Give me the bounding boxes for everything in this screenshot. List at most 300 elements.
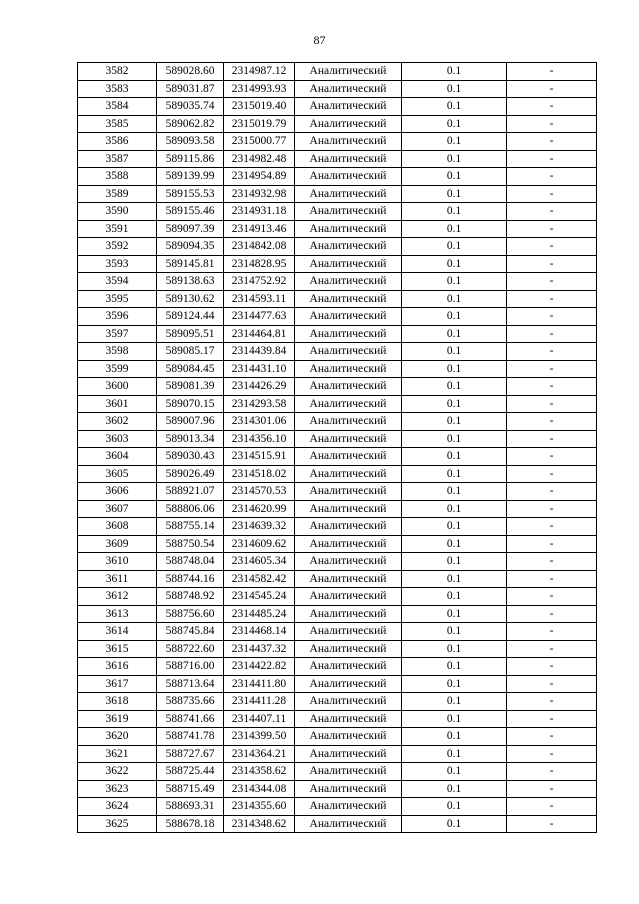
y-coordinate-cell: 2314431.10 xyxy=(224,360,295,378)
y-coordinate-cell: 2314593.11 xyxy=(224,290,295,308)
method-cell: Аналитический xyxy=(295,728,402,746)
y-coordinate-cell: 2314620.99 xyxy=(224,500,295,518)
x-coordinate-cell: 589062.82 xyxy=(157,115,224,133)
method-cell: Аналитический xyxy=(295,168,402,186)
note-cell: - xyxy=(507,150,597,168)
y-coordinate-cell: 2314752.92 xyxy=(224,273,295,291)
table-row xyxy=(78,623,597,641)
y-coordinate-cell: 2314993.93 xyxy=(224,80,295,98)
accuracy-cell: 0.1 xyxy=(402,518,507,536)
accuracy-cell: 0.1 xyxy=(402,605,507,623)
note-cell: - xyxy=(507,570,597,588)
point-number-cell: 3611 xyxy=(78,570,157,588)
accuracy-cell: 0.1 xyxy=(402,255,507,273)
accuracy-cell: 0.1 xyxy=(402,693,507,711)
method-cell: Аналитический xyxy=(295,518,402,536)
method-cell: Аналитический xyxy=(295,395,402,413)
point-number-cell: 3622 xyxy=(78,763,157,781)
accuracy-cell: 0.1 xyxy=(402,115,507,133)
table-row xyxy=(78,80,597,98)
method-cell: Аналитический xyxy=(295,605,402,623)
note-cell: - xyxy=(507,378,597,396)
method-cell: Аналитический xyxy=(295,80,402,98)
x-coordinate-cell: 589115.86 xyxy=(157,150,224,168)
y-coordinate-cell: 2314828.95 xyxy=(224,255,295,273)
y-coordinate-cell: 2314439.84 xyxy=(224,343,295,361)
point-number-cell: 3596 xyxy=(78,308,157,326)
x-coordinate-cell: 588741.78 xyxy=(157,728,224,746)
note-cell: - xyxy=(507,255,597,273)
table-row xyxy=(78,798,597,816)
note-cell: - xyxy=(507,710,597,728)
y-coordinate-cell: 2314605.34 xyxy=(224,553,295,571)
point-number-cell: 3587 xyxy=(78,150,157,168)
point-number-cell: 3595 xyxy=(78,290,157,308)
note-cell: - xyxy=(507,745,597,763)
y-coordinate-cell: 2314355.60 xyxy=(224,798,295,816)
point-number-cell: 3603 xyxy=(78,430,157,448)
note-cell: - xyxy=(507,553,597,571)
accuracy-cell: 0.1 xyxy=(402,623,507,641)
note-cell: - xyxy=(507,238,597,256)
point-number-cell: 3591 xyxy=(78,220,157,238)
point-number-cell: 3619 xyxy=(78,710,157,728)
table-row xyxy=(78,448,597,466)
y-coordinate-cell: 2314842.08 xyxy=(224,238,295,256)
method-cell: Аналитический xyxy=(295,185,402,203)
note-cell: - xyxy=(507,325,597,343)
method-cell: Аналитический xyxy=(295,553,402,571)
y-coordinate-cell: 2314399.50 xyxy=(224,728,295,746)
x-coordinate-cell: 589081.39 xyxy=(157,378,224,396)
point-number-cell: 3585 xyxy=(78,115,157,133)
method-cell: Аналитический xyxy=(295,675,402,693)
y-coordinate-cell: 2314987.12 xyxy=(224,63,295,81)
table-row xyxy=(78,570,597,588)
x-coordinate-cell: 589138.63 xyxy=(157,273,224,291)
x-coordinate-cell: 589084.45 xyxy=(157,360,224,378)
accuracy-cell: 0.1 xyxy=(402,780,507,798)
x-coordinate-cell: 588756.60 xyxy=(157,605,224,623)
method-cell: Аналитический xyxy=(295,623,402,641)
point-number-cell: 3614 xyxy=(78,623,157,641)
table-row xyxy=(78,710,597,728)
y-coordinate-cell: 2314477.63 xyxy=(224,308,295,326)
point-number-cell: 3620 xyxy=(78,728,157,746)
y-coordinate-cell: 2314954.89 xyxy=(224,168,295,186)
note-cell: - xyxy=(507,133,597,151)
table-row xyxy=(78,308,597,326)
point-number-cell: 3616 xyxy=(78,658,157,676)
y-coordinate-cell: 2314609.62 xyxy=(224,535,295,553)
x-coordinate-cell: 589145.81 xyxy=(157,255,224,273)
table-row xyxy=(78,815,597,833)
y-coordinate-cell: 2314411.28 xyxy=(224,693,295,711)
y-coordinate-cell: 2314515.91 xyxy=(224,448,295,466)
table-row xyxy=(78,763,597,781)
method-cell: Аналитический xyxy=(295,710,402,728)
method-cell: Аналитический xyxy=(295,430,402,448)
method-cell: Аналитический xyxy=(295,500,402,518)
y-coordinate-cell: 2314582.42 xyxy=(224,570,295,588)
x-coordinate-cell: 589085.17 xyxy=(157,343,224,361)
method-cell: Аналитический xyxy=(295,308,402,326)
table-row xyxy=(78,588,597,606)
accuracy-cell: 0.1 xyxy=(402,150,507,168)
x-coordinate-cell: 589031.87 xyxy=(157,80,224,98)
y-coordinate-cell: 2314411.80 xyxy=(224,675,295,693)
y-coordinate-cell: 2314518.02 xyxy=(224,465,295,483)
note-cell: - xyxy=(507,780,597,798)
table-row xyxy=(78,640,597,658)
table-row xyxy=(78,150,597,168)
accuracy-cell: 0.1 xyxy=(402,395,507,413)
table-row xyxy=(78,273,597,291)
note-cell: - xyxy=(507,500,597,518)
x-coordinate-cell: 589097.39 xyxy=(157,220,224,238)
accuracy-cell: 0.1 xyxy=(402,658,507,676)
point-number-cell: 3607 xyxy=(78,500,157,518)
y-coordinate-cell: 2315019.79 xyxy=(224,115,295,133)
x-coordinate-cell: 588745.84 xyxy=(157,623,224,641)
point-number-cell: 3583 xyxy=(78,80,157,98)
point-number-cell: 3606 xyxy=(78,483,157,501)
accuracy-cell: 0.1 xyxy=(402,448,507,466)
y-coordinate-cell: 2314931.18 xyxy=(224,203,295,221)
point-number-cell: 3594 xyxy=(78,273,157,291)
y-coordinate-cell: 2314545.24 xyxy=(224,588,295,606)
table-row xyxy=(78,325,597,343)
y-coordinate-cell: 2314932.98 xyxy=(224,185,295,203)
table-row xyxy=(78,98,597,116)
method-cell: Аналитический xyxy=(295,640,402,658)
method-cell: Аналитический xyxy=(295,570,402,588)
note-cell: - xyxy=(507,728,597,746)
y-coordinate-cell: 2314358.62 xyxy=(224,763,295,781)
table-row xyxy=(78,535,597,553)
note-cell: - xyxy=(507,465,597,483)
y-coordinate-cell: 2314426.29 xyxy=(224,378,295,396)
point-number-cell: 3617 xyxy=(78,675,157,693)
x-coordinate-cell: 588713.64 xyxy=(157,675,224,693)
note-cell: - xyxy=(507,360,597,378)
table-row xyxy=(78,675,597,693)
accuracy-cell: 0.1 xyxy=(402,63,507,81)
table-row xyxy=(78,395,597,413)
method-cell: Аналитический xyxy=(295,133,402,151)
accuracy-cell: 0.1 xyxy=(402,220,507,238)
method-cell: Аналитический xyxy=(295,343,402,361)
note-cell: - xyxy=(507,203,597,221)
note-cell: - xyxy=(507,640,597,658)
note-cell: - xyxy=(507,115,597,133)
accuracy-cell: 0.1 xyxy=(402,238,507,256)
y-coordinate-cell: 2314407.11 xyxy=(224,710,295,728)
point-number-cell: 3624 xyxy=(78,798,157,816)
table-row xyxy=(78,553,597,571)
method-cell: Аналитический xyxy=(295,203,402,221)
note-cell: - xyxy=(507,290,597,308)
x-coordinate-cell: 589013.34 xyxy=(157,430,224,448)
point-number-cell: 3597 xyxy=(78,325,157,343)
y-coordinate-cell: 2314437.32 xyxy=(224,640,295,658)
table-row xyxy=(78,220,597,238)
x-coordinate-cell: 588741.66 xyxy=(157,710,224,728)
y-coordinate-cell: 2315019.40 xyxy=(224,98,295,116)
accuracy-cell: 0.1 xyxy=(402,798,507,816)
x-coordinate-cell: 588921.07 xyxy=(157,483,224,501)
table-row xyxy=(78,658,597,676)
x-coordinate-cell: 589095.51 xyxy=(157,325,224,343)
x-coordinate-cell: 589124.44 xyxy=(157,308,224,326)
note-cell: - xyxy=(507,220,597,238)
point-number-cell: 3586 xyxy=(78,133,157,151)
y-coordinate-cell: 2314293.58 xyxy=(224,395,295,413)
y-coordinate-cell: 2314982.48 xyxy=(224,150,295,168)
accuracy-cell: 0.1 xyxy=(402,815,507,833)
x-coordinate-cell: 588716.00 xyxy=(157,658,224,676)
method-cell: Аналитический xyxy=(295,763,402,781)
y-coordinate-cell: 2314344.08 xyxy=(224,780,295,798)
table-row xyxy=(78,168,597,186)
x-coordinate-cell: 588744.16 xyxy=(157,570,224,588)
note-cell: - xyxy=(507,413,597,431)
note-cell: - xyxy=(507,588,597,606)
note-cell: - xyxy=(507,308,597,326)
point-number-cell: 3621 xyxy=(78,745,157,763)
x-coordinate-cell: 589094.35 xyxy=(157,238,224,256)
x-coordinate-cell: 588722.60 xyxy=(157,640,224,658)
point-number-cell: 3625 xyxy=(78,815,157,833)
y-coordinate-cell: 2314468.14 xyxy=(224,623,295,641)
point-number-cell: 3600 xyxy=(78,378,157,396)
note-cell: - xyxy=(507,658,597,676)
y-coordinate-cell: 2314485.24 xyxy=(224,605,295,623)
y-coordinate-cell: 2314639.32 xyxy=(224,518,295,536)
table-row xyxy=(78,518,597,536)
point-number-cell: 3610 xyxy=(78,553,157,571)
point-number-cell: 3588 xyxy=(78,168,157,186)
accuracy-cell: 0.1 xyxy=(402,553,507,571)
method-cell: Аналитический xyxy=(295,290,402,308)
x-coordinate-cell: 588755.14 xyxy=(157,518,224,536)
method-cell: Аналитический xyxy=(295,535,402,553)
table-row xyxy=(78,605,597,623)
table-row xyxy=(78,745,597,763)
method-cell: Аналитический xyxy=(295,360,402,378)
method-cell: Аналитический xyxy=(295,693,402,711)
x-coordinate-cell: 588693.31 xyxy=(157,798,224,816)
accuracy-cell: 0.1 xyxy=(402,710,507,728)
accuracy-cell: 0.1 xyxy=(402,290,507,308)
accuracy-cell: 0.1 xyxy=(402,80,507,98)
y-coordinate-cell: 2314464.81 xyxy=(224,325,295,343)
accuracy-cell: 0.1 xyxy=(402,133,507,151)
accuracy-cell: 0.1 xyxy=(402,675,507,693)
point-number-cell: 3615 xyxy=(78,640,157,658)
accuracy-cell: 0.1 xyxy=(402,185,507,203)
accuracy-cell: 0.1 xyxy=(402,273,507,291)
note-cell: - xyxy=(507,483,597,501)
point-number-cell: 3612 xyxy=(78,588,157,606)
note-cell: - xyxy=(507,98,597,116)
note-cell: - xyxy=(507,448,597,466)
note-cell: - xyxy=(507,395,597,413)
point-number-cell: 3609 xyxy=(78,535,157,553)
method-cell: Аналитический xyxy=(295,220,402,238)
table-row xyxy=(78,133,597,151)
accuracy-cell: 0.1 xyxy=(402,378,507,396)
x-coordinate-cell: 589130.62 xyxy=(157,290,224,308)
x-coordinate-cell: 588735.66 xyxy=(157,693,224,711)
y-coordinate-cell: 2314364.21 xyxy=(224,745,295,763)
x-coordinate-cell: 588748.04 xyxy=(157,553,224,571)
y-coordinate-cell: 2314422.82 xyxy=(224,658,295,676)
accuracy-cell: 0.1 xyxy=(402,465,507,483)
method-cell: Аналитический xyxy=(295,815,402,833)
accuracy-cell: 0.1 xyxy=(402,728,507,746)
table-row xyxy=(78,290,597,308)
note-cell: - xyxy=(507,763,597,781)
method-cell: Аналитический xyxy=(295,798,402,816)
point-number-cell: 3613 xyxy=(78,605,157,623)
table-row xyxy=(78,255,597,273)
x-coordinate-cell: 588678.18 xyxy=(157,815,224,833)
point-number-cell: 3590 xyxy=(78,203,157,221)
accuracy-cell: 0.1 xyxy=(402,570,507,588)
x-coordinate-cell: 589155.53 xyxy=(157,185,224,203)
note-cell: - xyxy=(507,605,597,623)
table-row xyxy=(78,185,597,203)
table-row xyxy=(78,413,597,431)
point-number-cell: 3618 xyxy=(78,693,157,711)
x-coordinate-cell: 589030.43 xyxy=(157,448,224,466)
table-row xyxy=(78,115,597,133)
method-cell: Аналитический xyxy=(295,483,402,501)
point-number-cell: 3593 xyxy=(78,255,157,273)
note-cell: - xyxy=(507,798,597,816)
table-row xyxy=(78,693,597,711)
point-number-cell: 3599 xyxy=(78,360,157,378)
table-row xyxy=(78,238,597,256)
method-cell: Аналитический xyxy=(295,238,402,256)
note-cell: - xyxy=(507,518,597,536)
x-coordinate-cell: 589007.96 xyxy=(157,413,224,431)
table-row xyxy=(78,360,597,378)
note-cell: - xyxy=(507,535,597,553)
method-cell: Аналитический xyxy=(295,745,402,763)
y-coordinate-cell: 2314913.46 xyxy=(224,220,295,238)
note-cell: - xyxy=(507,675,597,693)
accuracy-cell: 0.1 xyxy=(402,325,507,343)
accuracy-cell: 0.1 xyxy=(402,203,507,221)
coordinates-table xyxy=(77,62,597,833)
accuracy-cell: 0.1 xyxy=(402,483,507,501)
x-coordinate-cell: 589028.60 xyxy=(157,63,224,81)
x-coordinate-cell: 588750.54 xyxy=(157,535,224,553)
table-row xyxy=(78,343,597,361)
point-number-cell: 3604 xyxy=(78,448,157,466)
table-row xyxy=(78,465,597,483)
point-number-cell: 3598 xyxy=(78,343,157,361)
method-cell: Аналитический xyxy=(295,255,402,273)
table-row xyxy=(78,378,597,396)
method-cell: Аналитический xyxy=(295,658,402,676)
method-cell: Аналитический xyxy=(295,63,402,81)
method-cell: Аналитический xyxy=(295,273,402,291)
method-cell: Аналитический xyxy=(295,448,402,466)
y-coordinate-cell: 2314301.06 xyxy=(224,413,295,431)
accuracy-cell: 0.1 xyxy=(402,763,507,781)
x-coordinate-cell: 588727.67 xyxy=(157,745,224,763)
table-row xyxy=(78,203,597,221)
method-cell: Аналитический xyxy=(295,115,402,133)
accuracy-cell: 0.1 xyxy=(402,360,507,378)
table-row xyxy=(78,430,597,448)
accuracy-cell: 0.1 xyxy=(402,343,507,361)
accuracy-cell: 0.1 xyxy=(402,168,507,186)
point-number-cell: 3602 xyxy=(78,413,157,431)
x-coordinate-cell: 589155.46 xyxy=(157,203,224,221)
y-coordinate-cell: 2314348.62 xyxy=(224,815,295,833)
page-number: 87 xyxy=(313,33,326,47)
point-number-cell: 3601 xyxy=(78,395,157,413)
table-row xyxy=(78,780,597,798)
note-cell: - xyxy=(507,343,597,361)
method-cell: Аналитический xyxy=(295,780,402,798)
point-number-cell: 3623 xyxy=(78,780,157,798)
table-row xyxy=(78,500,597,518)
accuracy-cell: 0.1 xyxy=(402,588,507,606)
method-cell: Аналитический xyxy=(295,98,402,116)
point-number-cell: 3608 xyxy=(78,518,157,536)
x-coordinate-cell: 589139.99 xyxy=(157,168,224,186)
y-coordinate-cell: 2314356.10 xyxy=(224,430,295,448)
accuracy-cell: 0.1 xyxy=(402,98,507,116)
accuracy-cell: 0.1 xyxy=(402,413,507,431)
x-coordinate-cell: 588725.44 xyxy=(157,763,224,781)
table-row xyxy=(78,483,597,501)
note-cell: - xyxy=(507,80,597,98)
x-coordinate-cell: 588806.06 xyxy=(157,500,224,518)
x-coordinate-cell: 588748.92 xyxy=(157,588,224,606)
note-cell: - xyxy=(507,693,597,711)
x-coordinate-cell: 589093.58 xyxy=(157,133,224,151)
y-coordinate-cell: 2314570.53 xyxy=(224,483,295,501)
note-cell: - xyxy=(507,430,597,448)
note-cell: - xyxy=(507,815,597,833)
table-row xyxy=(78,63,597,81)
method-cell: Аналитический xyxy=(295,325,402,343)
note-cell: - xyxy=(507,185,597,203)
accuracy-cell: 0.1 xyxy=(402,745,507,763)
accuracy-cell: 0.1 xyxy=(402,640,507,658)
accuracy-cell: 0.1 xyxy=(402,308,507,326)
note-cell: - xyxy=(507,168,597,186)
method-cell: Аналитический xyxy=(295,413,402,431)
coordinates-table-body xyxy=(78,63,597,833)
point-number-cell: 3589 xyxy=(78,185,157,203)
x-coordinate-cell: 588715.49 xyxy=(157,780,224,798)
note-cell: - xyxy=(507,623,597,641)
y-coordinate-cell: 2315000.77 xyxy=(224,133,295,151)
method-cell: Аналитический xyxy=(295,465,402,483)
point-number-cell: 3592 xyxy=(78,238,157,256)
accuracy-cell: 0.1 xyxy=(402,500,507,518)
point-number-cell: 3584 xyxy=(78,98,157,116)
x-coordinate-cell: 589070.15 xyxy=(157,395,224,413)
x-coordinate-cell: 589035.74 xyxy=(157,98,224,116)
